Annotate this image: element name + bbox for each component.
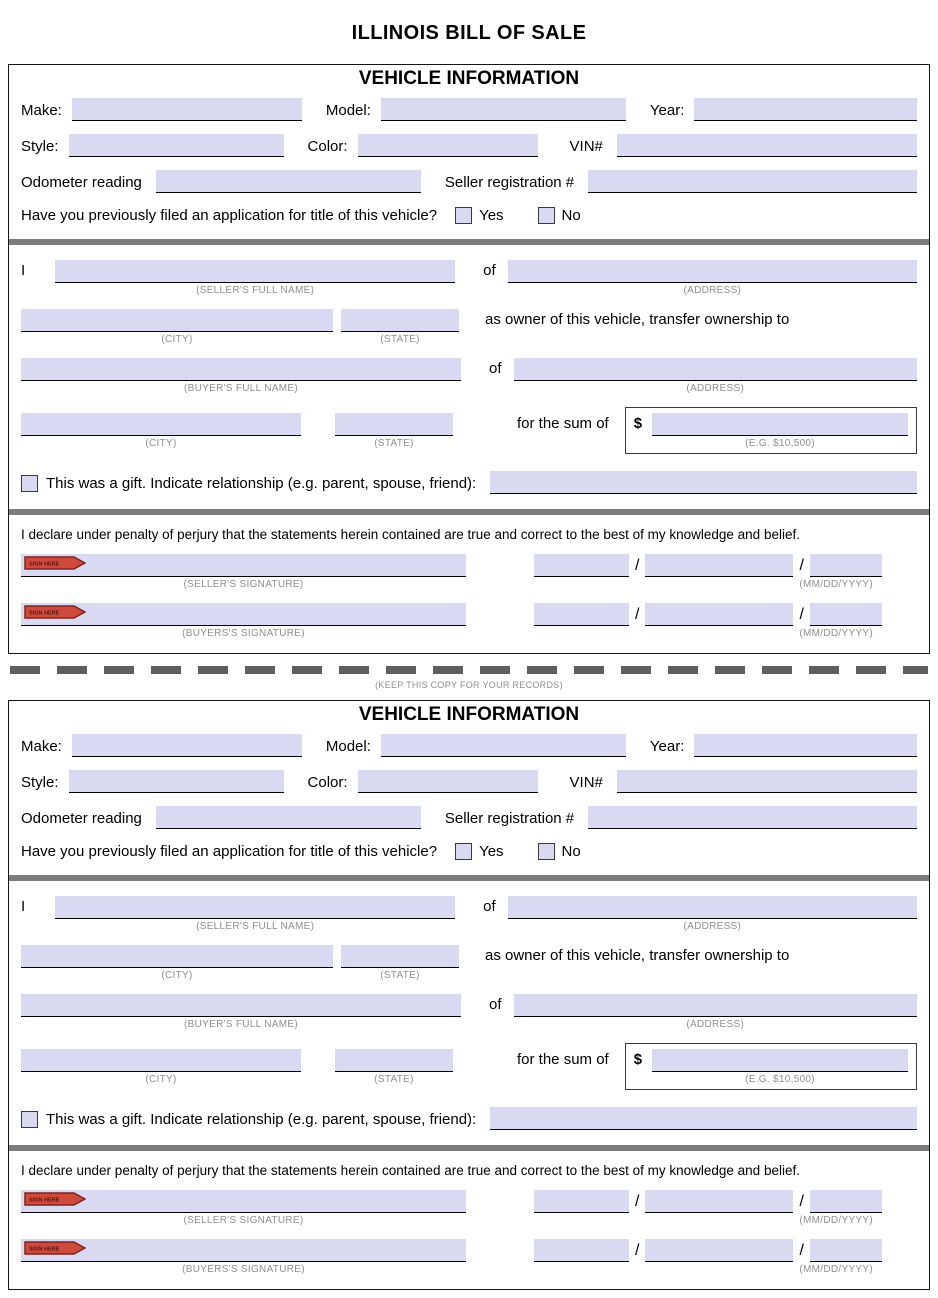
no-label: No — [561, 842, 581, 860]
seller-date-day-input[interactable] — [645, 554, 793, 577]
seller-city-input[interactable] — [21, 945, 333, 968]
transfer-ownership-text: as owner of this vehicle, transfer ownership to — [485, 310, 790, 328]
yes-label: Yes — [479, 842, 504, 860]
buyer-name-input[interactable] — [21, 358, 461, 381]
buyer-city-caption: (CITY) — [145, 1073, 177, 1085]
form-copy-bottom — [0, 700, 938, 1290]
date-slash: / — [799, 1241, 804, 1259]
vehicle-row-3 — [9, 170, 929, 193]
seller-city-caption: (CITY) — [161, 969, 193, 981]
buyer-date-month-input[interactable] — [534, 1239, 629, 1262]
year-label: Year: — [649, 101, 685, 119]
color-label: Color: — [307, 773, 348, 791]
vehicle-row-1 — [9, 734, 929, 757]
seller-date-year-input[interactable] — [810, 1190, 882, 1213]
odometer-label: Odometer reading — [21, 173, 142, 191]
buyer-date-fields — [534, 603, 917, 626]
seller-name-caption: (SELLER'S FULL NAME) — [196, 284, 315, 296]
of-label: of — [483, 897, 496, 915]
buyer-date-caption: (MM/DD/YYYY) — [799, 627, 873, 639]
buyer-date-month-input[interactable] — [534, 603, 629, 626]
of-label: of — [483, 261, 496, 279]
seller-row — [9, 896, 929, 934]
buyer-date-caption: (MM/DD/YYYY) — [799, 1263, 873, 1275]
seller-state-group — [341, 309, 459, 347]
seller-signature-input[interactable] — [21, 554, 466, 577]
sale-amount-input[interactable] — [652, 1049, 908, 1072]
buyer-name-group — [21, 358, 461, 396]
buyer-state-group — [335, 413, 453, 451]
buyer-state-group — [335, 1049, 453, 1087]
form-copy-top — [0, 64, 938, 654]
buyer-address-group — [514, 358, 917, 396]
declaration-text: I declare under penalty of perjury that the statements herein contained are true and correct to the best of my knowledge and belief. — [21, 1162, 800, 1178]
buyer-address-group — [514, 994, 917, 1032]
date-slash: / — [799, 556, 804, 574]
buyer-signature-caption: (BUYERS'S SIGNATURE) — [182, 627, 305, 639]
seller-city-state-row — [9, 945, 929, 983]
buyer-state-input[interactable] — [335, 1049, 453, 1072]
buyer-date-day-input[interactable] — [645, 603, 793, 626]
color-input[interactable] — [358, 134, 538, 157]
sign-here-text: SIGN HERE — [29, 610, 60, 617]
gift-checkbox[interactable] — [21, 1111, 38, 1128]
sign-here-text: SIGN HERE — [29, 1197, 60, 1204]
previously-filed-yes-checkbox[interactable] — [455, 207, 472, 224]
style-input[interactable] — [69, 134, 284, 157]
seller-signature-row — [21, 554, 917, 592]
seller-registration-label: Seller registration # — [444, 809, 575, 827]
sum-group — [652, 1049, 908, 1087]
seller-address-input[interactable] — [508, 896, 917, 919]
buyer-date-day-input[interactable] — [645, 1239, 793, 1262]
buyer-city-state-sum-row — [9, 1043, 929, 1090]
vehicle-information-header: VEHICLE INFORMATION — [358, 703, 580, 725]
seller-date-fields — [534, 1190, 917, 1213]
make-label: Make: — [21, 101, 62, 119]
make-input[interactable] — [72, 98, 302, 121]
i-label: I — [21, 261, 26, 279]
sign-here-arrow-icon — [24, 556, 86, 570]
previously-filed-no-checkbox[interactable] — [538, 207, 555, 224]
date-slash: / — [799, 1192, 804, 1210]
odometer-label: Odometer reading — [21, 809, 142, 827]
seller-address-group — [508, 896, 917, 934]
seller-date-group — [534, 554, 917, 592]
seller-address-caption: (ADDRESS) — [683, 284, 742, 296]
buyer-city-caption: (CITY) — [145, 437, 177, 449]
seller-signature-field-wrap — [21, 1190, 466, 1213]
gift-checkbox[interactable] — [21, 475, 38, 492]
gift-label: This was a gift. Indicate relationship (e.g. parent, spouse, friend): — [46, 474, 477, 492]
model-label: Model: — [325, 101, 371, 119]
gift-row — [9, 1107, 929, 1130]
declaration-section — [9, 1151, 929, 1279]
buyer-city-input[interactable] — [21, 413, 301, 436]
gift-row — [9, 471, 929, 494]
buyer-state-input[interactable] — [335, 413, 453, 436]
buyer-city-input[interactable] — [21, 1049, 301, 1072]
seller-registration-label: Seller registration # — [444, 173, 575, 191]
vehicle-information-header: VEHICLE INFORMATION — [358, 67, 580, 89]
seller-date-group — [534, 1190, 917, 1228]
seller-state-input[interactable] — [341, 945, 459, 968]
seller-row — [9, 260, 929, 298]
sum-example-caption: (E.G. $10,500) — [745, 437, 815, 449]
buyer-row — [9, 994, 929, 1032]
buyer-address-input[interactable] — [514, 358, 917, 381]
declaration-text: I declare under penalty of perjury that the statements herein contained are true and correct to the best of my knowledge and belief. — [21, 526, 800, 542]
buyer-signature-row — [21, 603, 917, 641]
vehicle-row-1 — [9, 98, 929, 121]
yes-label: Yes — [479, 206, 504, 224]
title-question-label: Have you previously filed an application for title of this vehicle? — [21, 206, 438, 224]
seller-date-caption: (MM/DD/YYYY) — [799, 1214, 873, 1226]
buyer-signature-input[interactable] — [21, 603, 466, 626]
sign-here-text: SIGN HERE — [29, 561, 60, 568]
year-input[interactable] — [694, 734, 917, 757]
date-slash: / — [635, 605, 640, 623]
seller-signature-input[interactable] — [21, 1190, 466, 1213]
tear-line — [10, 666, 928, 674]
style-label: Style: — [21, 137, 59, 155]
of-label: of — [489, 359, 502, 377]
title-question-label: Have you previously filed an application for title of this vehicle? — [21, 842, 438, 860]
style-label: Style: — [21, 773, 59, 791]
seller-name-group — [55, 260, 455, 298]
seller-address-caption: (ADDRESS) — [683, 920, 742, 932]
page-title: ILLINOIS BILL OF SALE — [351, 22, 587, 45]
vin-label: VIN# — [569, 773, 603, 791]
odometer-input[interactable] — [156, 170, 421, 193]
buyer-name-input[interactable] — [21, 994, 461, 1017]
seller-state-caption: (STATE) — [380, 969, 420, 981]
vehicle-row-3 — [9, 806, 929, 829]
buyer-signature-input[interactable] — [21, 1239, 466, 1262]
date-slash: / — [635, 556, 640, 574]
transfer-ownership-text: as owner of this vehicle, transfer ownership to — [485, 946, 790, 964]
previously-filed-yes-checkbox[interactable] — [455, 843, 472, 860]
sum-group — [652, 413, 908, 451]
seller-date-month-input[interactable] — [534, 1190, 629, 1213]
seller-city-group — [21, 945, 333, 983]
seller-name-group — [55, 896, 455, 934]
buyer-date-year-input[interactable] — [810, 603, 882, 626]
dollar-sign: $ — [633, 1050, 643, 1068]
sum-label: for the sum of — [517, 414, 609, 432]
seller-name-caption: (SELLER'S FULL NAME) — [196, 920, 315, 932]
color-label: Color: — [307, 137, 348, 155]
seller-city-state-row — [9, 309, 929, 347]
sum-label: for the sum of — [517, 1050, 609, 1068]
seller-signature-field-wrap — [21, 554, 466, 577]
buyer-address-input[interactable] — [514, 994, 917, 1017]
gift-relationship-input[interactable] — [490, 471, 917, 494]
seller-state-caption: (STATE) — [380, 333, 420, 345]
odometer-input[interactable] — [156, 806, 421, 829]
vin-input[interactable] — [617, 134, 917, 157]
seller-state-group — [341, 945, 459, 983]
buyer-signature-group — [21, 1239, 466, 1277]
vin-input[interactable] — [617, 770, 917, 793]
seller-name-input[interactable] — [55, 896, 455, 919]
seller-signature-caption: (SELLER'S SIGNATURE) — [183, 578, 304, 590]
i-label: I — [21, 897, 26, 915]
buyer-city-state-sum-row — [9, 407, 929, 454]
seller-registration-input[interactable] — [588, 806, 917, 829]
buyer-address-caption: (ADDRESS) — [686, 1018, 745, 1030]
title-question-row — [9, 206, 929, 226]
of-label: of — [489, 995, 502, 1013]
color-input[interactable] — [358, 770, 538, 793]
buyer-city-group — [21, 413, 301, 451]
style-input[interactable] — [69, 770, 284, 793]
buyer-date-fields — [534, 1239, 917, 1262]
model-input[interactable] — [381, 98, 626, 121]
keep-copy-note: (KEEP THIS COPY FOR YOUR RECORDS) — [375, 679, 563, 690]
model-input[interactable] — [381, 734, 626, 757]
sale-amount-input[interactable] — [652, 413, 908, 436]
seller-date-month-input[interactable] — [534, 554, 629, 577]
sum-box — [625, 407, 917, 454]
buyer-name-caption: (BUYER'S FULL NAME) — [184, 382, 298, 394]
section-divider — [9, 239, 929, 245]
buyer-date-group — [534, 1239, 917, 1277]
seller-signature-group — [21, 554, 466, 592]
seller-city-group — [21, 309, 333, 347]
seller-signature-row — [21, 1190, 917, 1228]
sign-here-arrow-icon — [24, 1241, 86, 1255]
buyer-signature-field-wrap — [21, 603, 466, 626]
previously-filed-no-checkbox[interactable] — [538, 843, 555, 860]
seller-date-fields — [534, 554, 917, 577]
sum-box — [625, 1043, 917, 1090]
year-label: Year: — [649, 737, 685, 755]
buyer-date-group — [534, 603, 917, 641]
vin-label: VIN# — [569, 137, 603, 155]
gift-label: This was a gift. Indicate relationship (e.g. parent, spouse, friend): — [46, 1110, 477, 1128]
vehicle-row-2 — [9, 770, 929, 793]
sign-here-arrow-icon — [24, 605, 86, 619]
buyer-name-caption: (BUYER'S FULL NAME) — [184, 1018, 298, 1030]
buyer-city-group — [21, 1049, 301, 1087]
sign-here-arrow-icon — [24, 1192, 86, 1206]
seller-registration-input[interactable] — [588, 170, 917, 193]
seller-date-caption: (MM/DD/YYYY) — [799, 578, 873, 590]
model-label: Model: — [325, 737, 371, 755]
seller-date-day-input[interactable] — [645, 1190, 793, 1213]
make-input[interactable] — [72, 734, 302, 757]
year-input[interactable] — [694, 98, 917, 121]
buyer-state-caption: (STATE) — [374, 1073, 414, 1085]
make-label: Make: — [21, 737, 62, 755]
seller-state-input[interactable] — [341, 309, 459, 332]
buyer-signature-field-wrap — [21, 1239, 466, 1262]
seller-address-group — [508, 260, 917, 298]
gift-relationship-input[interactable] — [490, 1107, 917, 1130]
seller-date-year-input[interactable] — [810, 554, 882, 577]
buyer-signature-row — [21, 1239, 917, 1277]
buyer-state-caption: (STATE) — [374, 437, 414, 449]
date-slash: / — [635, 1241, 640, 1259]
seller-signature-group — [21, 1190, 466, 1228]
bill-of-sale-section — [8, 700, 930, 1290]
seller-city-input[interactable] — [21, 309, 333, 332]
no-label: No — [561, 206, 581, 224]
sum-example-caption: (E.G. $10,500) — [745, 1073, 815, 1085]
declaration-section — [9, 515, 929, 643]
section-divider — [9, 875, 929, 881]
buyer-row — [9, 358, 929, 396]
buyer-date-year-input[interactable] — [810, 1239, 882, 1262]
buyer-signature-caption: (BUYERS'S SIGNATURE) — [182, 1263, 305, 1275]
date-slash: / — [799, 605, 804, 623]
seller-city-caption: (CITY) — [161, 333, 193, 345]
vehicle-row-2 — [9, 134, 929, 157]
buyer-address-caption: (ADDRESS) — [686, 382, 745, 394]
date-slash: / — [635, 1192, 640, 1210]
buyer-signature-group — [21, 603, 466, 641]
dollar-sign: $ — [633, 414, 643, 432]
sign-here-text: SIGN HERE — [29, 1246, 60, 1253]
bill-of-sale-section — [8, 64, 930, 654]
seller-name-input[interactable] — [55, 260, 455, 283]
page — [0, 13, 938, 1297]
seller-address-input[interactable] — [508, 260, 917, 283]
buyer-name-group — [21, 994, 461, 1032]
seller-signature-caption: (SELLER'S SIGNATURE) — [183, 1214, 304, 1226]
title-question-row — [9, 842, 929, 862]
